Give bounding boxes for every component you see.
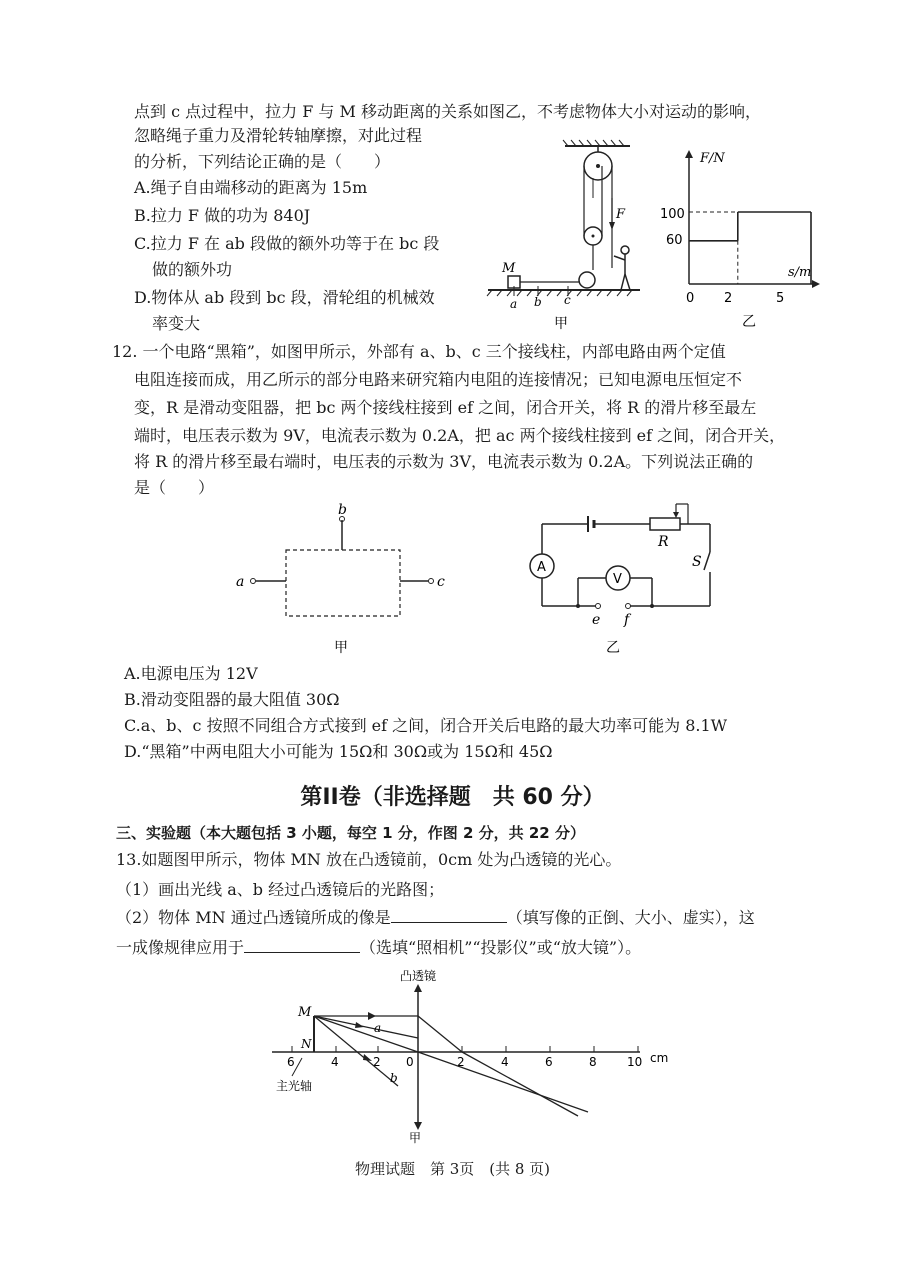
circuit-figure [520, 500, 730, 660]
black-box-figure [228, 500, 468, 660]
tick-label: 10 [627, 1055, 643, 1069]
tick-label: 0 [406, 1055, 414, 1069]
tick-60: 60 [666, 233, 683, 248]
tick-label: 6 [287, 1055, 295, 1069]
q11-option-c-line1: C.拉力 F 在 ab 段做的额外功等于在 bc 段 [134, 234, 440, 253]
axis-label: 主光轴 [276, 1079, 313, 1093]
tick-label: 2 [457, 1055, 465, 1069]
y-axis-label: F/N [700, 151, 725, 166]
rheostat [650, 518, 680, 530]
terminal-c: c [437, 574, 445, 590]
label-R: R [658, 534, 669, 550]
switch-icon [704, 552, 710, 570]
ray-label-b: b [390, 1071, 398, 1085]
q11-option-c-line2: 做的额外功 [152, 260, 233, 279]
label-S: S [692, 554, 702, 570]
q13-part2-prefix: （2）物体 MN 通过凸透镜所成的像是 [116, 908, 391, 927]
q13-line4 [116, 938, 641, 958]
q12-line3: 变，R 是滑动变阻器，把 bc 两个接线柱接到 ef 之间，闭合开关，将 R 的滑片移至最左 [134, 398, 757, 417]
q11-line3: 的分析，下列结论正确的是（ ） [134, 152, 391, 171]
terminal-b: b [338, 502, 347, 518]
q13-part1: （1）画出光线 a、b 经过凸透镜后的光路图； [116, 880, 445, 899]
caption-yi: 乙 [742, 314, 756, 330]
q13-part2 [116, 908, 755, 928]
tick-5: 5 [776, 291, 785, 306]
q11-option-a: A.绳子自由端移动的距离为 15m [134, 178, 368, 197]
label-a: a [510, 297, 518, 311]
lens-figure [268, 966, 688, 1146]
q12-line5: 将 R 的滑片移至最右端时，电压表的示数为 3V，电流表示数为 0.2A。下列说法正确的 [134, 452, 754, 471]
caption-jia: 甲 [554, 316, 568, 332]
terminal-a: a [236, 574, 245, 590]
force-distance-chart [652, 144, 827, 334]
label-F: F [616, 207, 626, 222]
ray-label-a: a [374, 1021, 382, 1035]
black-box [286, 550, 400, 616]
x-axis-label: s/m [788, 265, 812, 280]
lens-label: 凸透镜 [400, 969, 437, 983]
label-M: M [502, 261, 516, 276]
tick-label: 4 [331, 1055, 339, 1069]
answer-blank-application[interactable] [244, 952, 360, 953]
ground-pulley [579, 272, 595, 288]
part2-title: 第II卷（非选择题 共 60 分） [300, 785, 605, 810]
label-b: b [534, 295, 542, 309]
q13-line4-prefix: 一成像规律应用于 [116, 938, 245, 957]
caption-yi-circuit: 乙 [606, 640, 620, 656]
q12-line4: 端时，电压表示数为 9V，电流表示数为 0.2A，把 ac 两个接线柱接到 ef 之间，闭合开关， [134, 426, 786, 445]
label-M-obj: M [298, 1005, 312, 1020]
tick-label: 2 [373, 1055, 381, 1069]
q13-part2-suffix: （填写像的正倒、大小、虚实），这 [506, 908, 755, 927]
q12-option-c: C.a、b、c 按照不同组合方式接到 ef 之间，闭合开关后电路的最大功率可能为 8.1W [124, 716, 728, 735]
q12-line6: 是（ ） [134, 478, 215, 497]
q11-option-d-line1: D.物体从 ab 段到 bc 段，滑轮组的机械效 [134, 288, 435, 307]
caption-jia-box: 甲 [334, 640, 348, 656]
label-V: V [613, 572, 622, 587]
pulley-figure [480, 138, 655, 333]
tick-2: 2 [724, 291, 733, 306]
label-f: f [624, 612, 630, 628]
tick-label: 6 [545, 1055, 553, 1069]
label-N-obj: N [301, 1037, 312, 1051]
caption-jia-lens: 甲 [409, 1131, 422, 1145]
q12-line1: 12. 一个电路“黑箱”，如图甲所示，外部有 a、b、c 三个接线柱，内部电路由两个定值 [112, 342, 726, 361]
tick-label: 4 [501, 1055, 509, 1069]
q12-line2: 电阻连接而成，用乙所示的部分电路来研究箱内电阻的连接情况；已知电源电压恒定不 [134, 370, 743, 389]
answer-blank-image[interactable] [391, 922, 507, 923]
q12-option-b: B.滑动变阻器的最大阻值 30Ω [124, 690, 340, 709]
label-A: A [537, 560, 546, 575]
page-footer: 物理试题 第 3页 (共 8 页) [354, 1160, 551, 1178]
tick-100: 100 [660, 207, 685, 222]
q11-option-d-line2: 率变大 [152, 314, 201, 333]
q11-line1: 点到 c 点过程中，拉力 F 与 M 移动距离的关系如图乙，不考虑物体大小对运动的影响， [134, 102, 761, 121]
person-icon [614, 246, 630, 290]
section3-title: 三、实验题（本大题包括 3 小题，每空 1 分，作图 2 分，共 22 分） [116, 824, 585, 842]
label-e: e [592, 612, 601, 628]
cm-label: cm [650, 1051, 669, 1065]
tick-label: 8 [589, 1055, 597, 1069]
q12-option-d: D.“黑箱”中两电阻大小可能为 15Ω和 30Ω或为 15Ω和 45Ω [124, 742, 553, 761]
q11-line2: 忽略绳子重力及滑轮转轴摩擦，对此过程 [134, 126, 423, 145]
tick-0: 0 [686, 291, 695, 306]
q13-line4-suffix: （选填“照相机”“投影仪”或“放大镜”）。 [360, 938, 642, 957]
label-c: c [564, 293, 571, 307]
q13-line1: 13.如题图甲所示，物体 MN 放在凸透镜前，0cm 处为凸透镜的光心。 [116, 850, 622, 869]
q12-option-a: A.电源电压为 12V [124, 664, 258, 683]
q11-option-b: B.拉力 F 做的功为 840J [134, 206, 311, 225]
